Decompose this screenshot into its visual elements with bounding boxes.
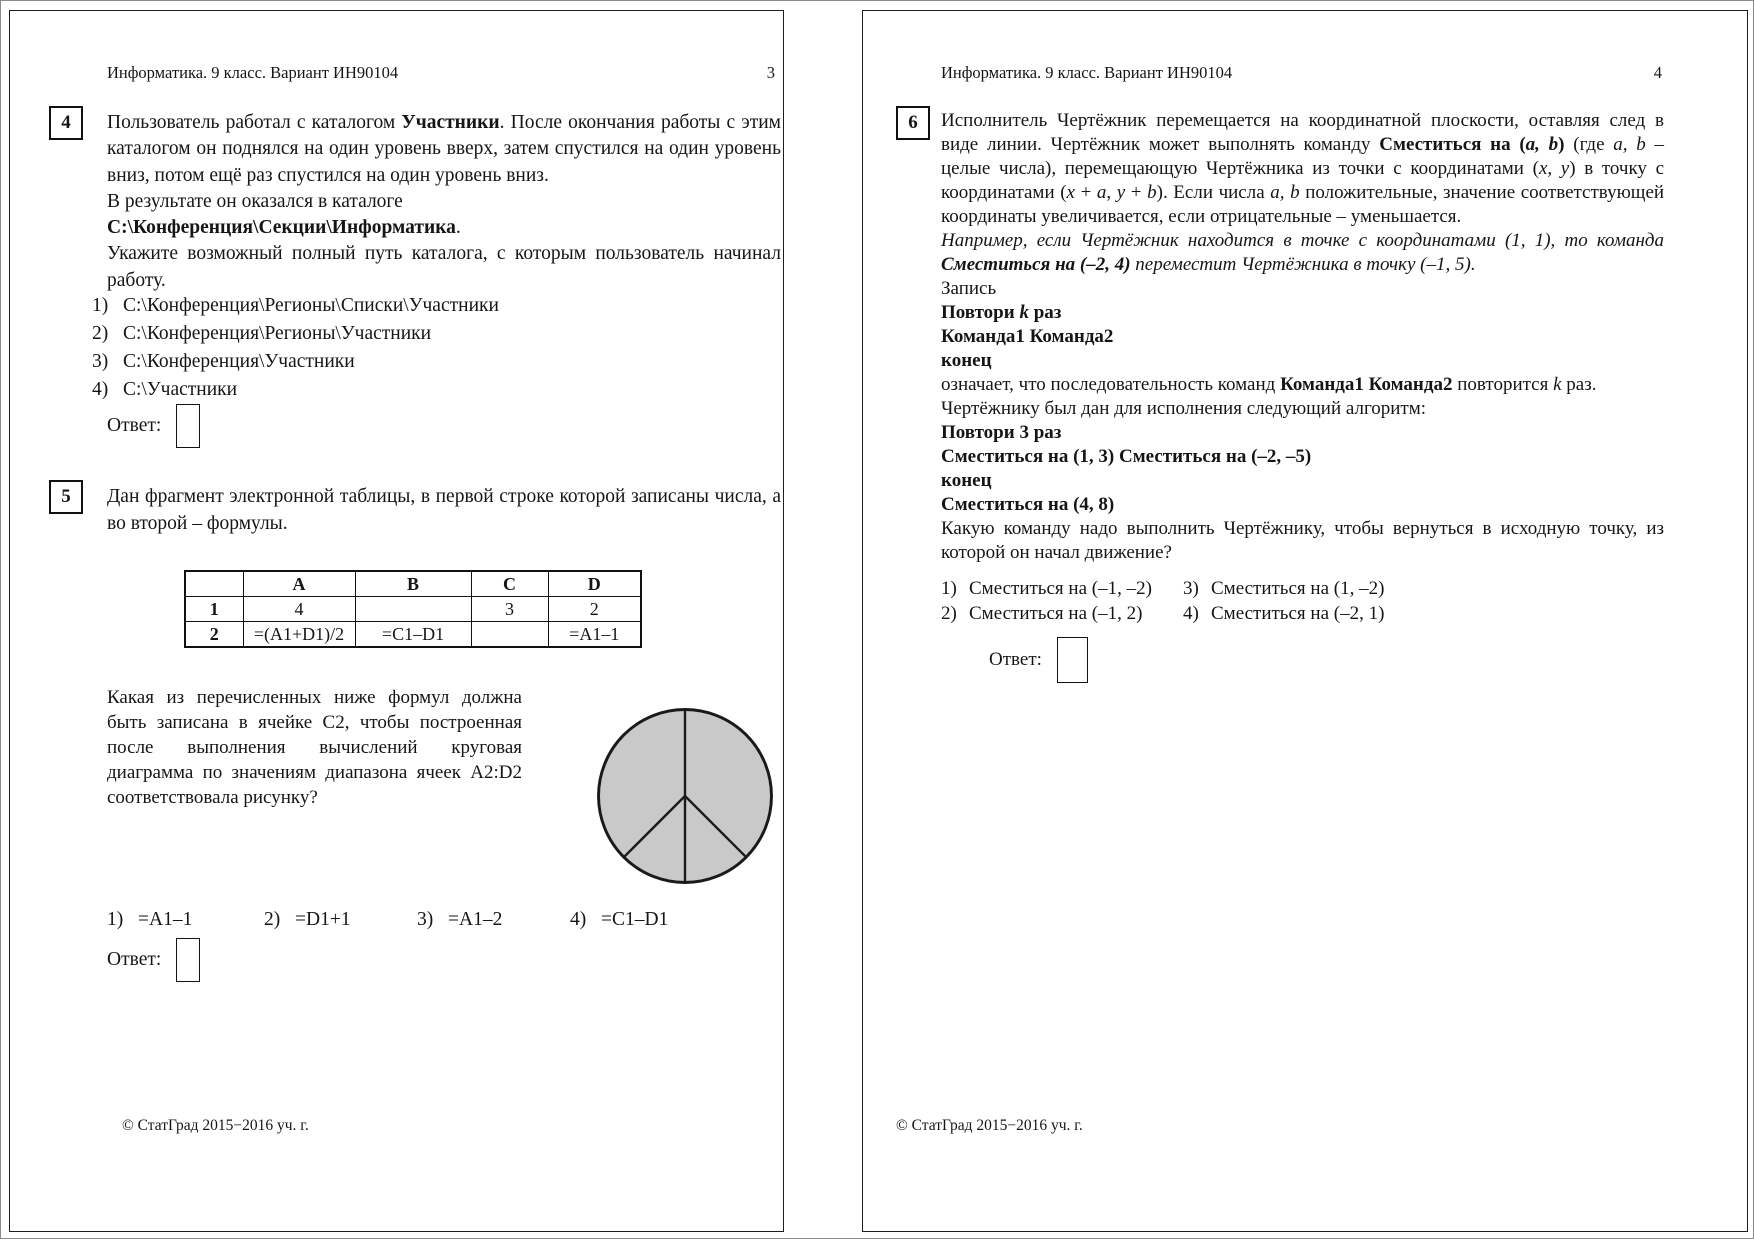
q5-options-row [10,907,783,932]
q6-option-3 [1183,576,1664,601]
option-text: =A1–1 [138,909,193,930]
page-number: 3 [766,63,775,82]
answer-label: Ответ: [989,649,1042,670]
option-text: Сместиться на (–1, 2) [969,603,1143,624]
question-6-number-box [896,106,930,140]
cell-B1 [355,597,471,622]
row-label-1: 1 [185,597,243,622]
answer-label: Ответ: [107,949,162,970]
q6-algo-line-3: конец [941,470,992,491]
page-3 [9,10,784,1232]
q4-option-1 [92,292,499,320]
option-text: C:\Участники [123,379,238,400]
q4-option-3 [92,348,499,376]
q6-algo-line-1: Повтори 3 раз [941,422,1062,443]
q6-answer [989,636,1664,684]
q4-option-2 [92,320,499,348]
table-row-1 [185,597,641,622]
answer-box [1057,637,1088,683]
corner-cell [185,571,243,597]
pie-chart [593,704,777,888]
option-number: 4) [92,379,109,400]
q4-task-line: Укажите возможный полный путь каталога, с которым пользователь начинал работу. [107,243,781,291]
option-number: 1) [92,295,109,316]
page-3-footer: © СтатГрад 2015−2016 уч. г. [122,1117,309,1134]
option-number: 1) [941,578,957,599]
col-header-B: B [355,571,471,597]
q6-example-paragraph: Например, если Чертёжник находится в точке с координатами (1, 1), то команда Сместиться на (–2, 4) переместит Чертёжника в точку (–1, 5). [941,230,1664,275]
option-text: C:\Конференция\Участники [123,351,355,372]
question-4-text [107,110,781,294]
option-number: 4) [1183,603,1199,624]
header-title: Информатика. 9 класс. Вариант ИН90104 [107,63,399,82]
q6-option-2 [941,601,1183,626]
col-header-D: D [548,571,641,597]
col-header-C: C [471,571,548,597]
q5-answer [107,936,200,984]
option-number: 2) [92,323,109,344]
question-5-intro [107,483,781,537]
q6-option-4 [1183,601,1664,626]
page-3-header [107,63,775,83]
question-6-content [941,109,1664,684]
page-4 [862,10,1748,1232]
header-title: Информатика. 9 класс. Вариант ИН90104 [941,63,1233,82]
q4-paragraph: Пользователь работал с каталогом Участники. После окончания работы с этим каталогом он поднялся на один уровень вверх, затем спустился на один уровень вниз, потом ещё раз спустился на один уровень вниз. [107,112,781,186]
q4-path-line: C:\Конференция\Секции\Информатика. [107,217,461,239]
q6-final-question: Какую команду надо выполнить Чертёжнику, чтобы вернуться в исходную точку, из которой он начал движение? [941,518,1664,563]
option-text: =D1+1 [295,909,351,930]
option-text: Сместиться на (–1, –2) [969,578,1152,599]
q6-zapis-line: Запись [941,278,997,299]
option-number: 4) [570,909,587,930]
cell-C1: 3 [471,597,548,622]
q6-komanda-line: Команда1 Команда2 [941,326,1114,347]
question-5-number: 5 [61,486,71,507]
cell-D2: =A1–1 [548,622,641,648]
q6-options-grid [941,576,1664,626]
answer-box [176,404,200,448]
answer-label: Ответ: [107,415,162,436]
table-row-2 [185,622,641,648]
question-5-number-box [49,480,83,514]
cell-A1: 4 [243,597,355,622]
q5-question-text: Какая из перечисленных ниже формул должна быть записана в ячейке C2, чтобы построенная после выполнения вычислений круговая диаграмма по значениям диапазона ячеек A2:D2 соответствовала рисунку? [107,687,522,808]
page-4-footer: © СтатГрад 2015−2016 уч. г. [896,1117,1083,1134]
col-header-A: A [243,571,355,597]
cell-B2: =C1–D1 [355,622,471,648]
option-text: Сместиться на (1, –2) [1211,578,1385,599]
q6-option-1 [941,576,1183,601]
option-text: C:\Конференция\Регионы\Списки\Участники [123,295,499,316]
option-number: 3) [417,909,434,930]
pie-chart-svg [593,704,777,888]
option-number: 2) [941,603,957,624]
q5-intro-text: Дан фрагмент электронной таблицы, в первой строке которой записаны числа, а во второй – формулы. [107,486,781,534]
option-number: 2) [264,909,281,930]
q6-algo-line-4: Сместиться на (4, 8) [941,494,1115,515]
answer-box [176,938,200,982]
option-number: 1) [107,909,124,930]
question-4-number-box [49,106,83,140]
q6-algo-line-2: Сместиться на (1, 3) Сместиться на (–2, –5) [941,446,1312,467]
cell-C2 [471,622,548,648]
spreadsheet-table [184,570,642,648]
option-text: C:\Конференция\Регионы\Участники [123,323,432,344]
q6-means-paragraph: означает, что последовательность команд Команда1 Команда2 повторится k раз. [941,374,1597,395]
question-6-number: 6 [908,112,918,133]
row-label-2: 2 [185,622,243,648]
q6-main-paragraph: Исполнитель Чертёжник перемещается на координатной плоскости, оставляя след в виде линии. Чертёжник может выполнять команду Сместиться на (a, b) (где a, b – целые числа), перемещающую Чертёжника из точки с координатами (x, y) в точку с координатами (x + a, y + b). Если числа a, b положительные, значение соответствующей координаты увеличивается, если отрицательные – уменьшается. [941,110,1665,227]
option-text: Сместиться на (–2, 1) [1211,603,1385,624]
question-4-number: 4 [61,112,71,133]
q4-result-line: В результате он оказался в каталоге [107,190,403,212]
cell-D1: 2 [548,597,641,622]
option-number: 3) [92,351,109,372]
page-4-header [941,63,1662,83]
table-header-row [185,571,641,597]
q4-options-list [92,292,499,404]
q6-algo-intro: Чертёжнику был дан для исполнения следующий алгоритм: [941,398,1427,419]
q5-option-3 [417,907,502,932]
q5-option-4 [570,907,668,932]
option-text: =C1–D1 [601,909,669,930]
q6-povtori-k-line: Повтори k раз [941,302,1062,323]
cell-A2: =(A1+D1)/2 [243,622,355,648]
page-number: 4 [1653,63,1662,82]
question-5-text [107,685,522,810]
q6-konec-line: конец [941,350,992,371]
option-number: 3) [1183,578,1199,599]
q5-option-2 [264,907,351,932]
q4-answer [107,402,200,450]
option-text: =A1–2 [448,909,503,930]
q4-option-4 [92,376,499,404]
q5-option-1 [107,907,192,932]
